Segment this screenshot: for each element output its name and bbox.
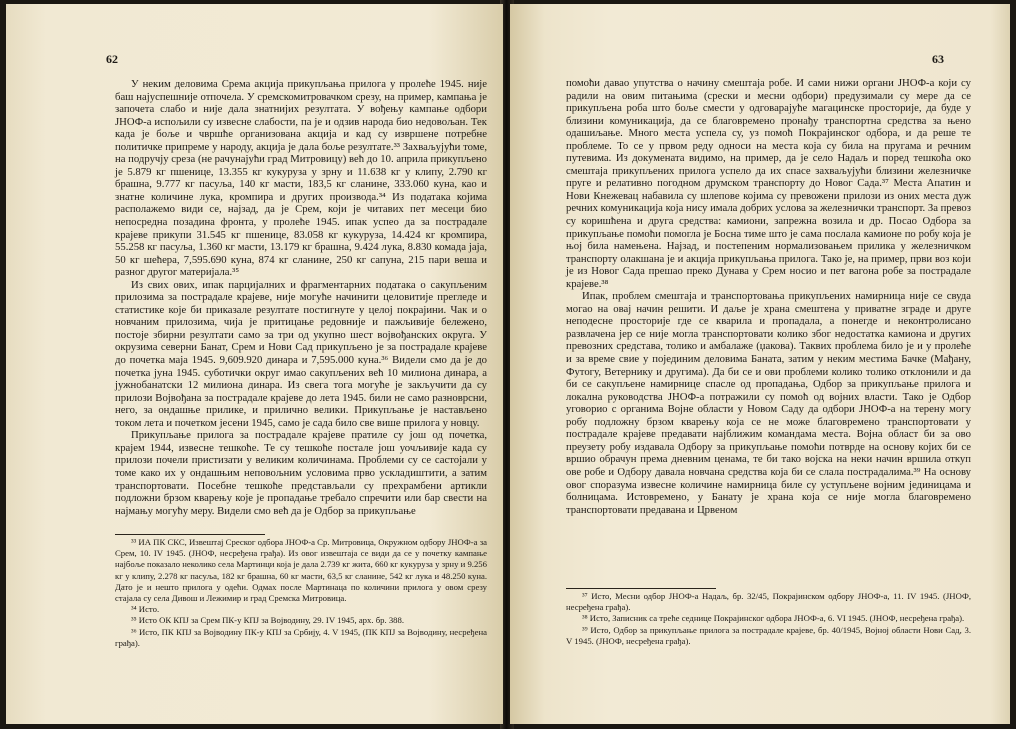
paragraph: Прикупљање прилога за пострадале крајеве пратиле су још од почетка, крајем 1944, извесне тешкоће. Те су тешкоће постале још уочљивије када су прилози почели пристизати у великим количинама. Проблеми су се састојали у томе како их у ондашњим неповољним условима прво ускладиштити, а затим транспортовати. Посебне тешкоће представљали су прехрамбени артикли подложни брзом кварењу које је пропадање требало спречити или бар свести на најмању могућу меру. Видели смо већ да је Одбор за прикупљање bbox=[115, 429, 487, 517]
footnote-divider bbox=[115, 534, 265, 535]
body-text bbox=[566, 77, 971, 516]
paragraph: У неким деловима Срема акција прикупљања прилога у пролеће 1945. није баш најуспешније отпочела. У сремскомитровачком срезу, на пример, кампања је започета слабо и није дала знатнијих резултата. У вођењу кампање одбори ЈНОФ-а испољили су извесне слабости, па је и одзив народа био недовољан. Тек када је боље и чвршће организована акција и кад су извршене потребне политичке припреме у народу, акција је дала боље резултате.³³ Захваљујући томе, на подручју среза (не рачунајући град Митровицу) већ до 10. априла прикупљено је 5.879 кг пшенице, 13.355 кг кукуруза у зрну и 11.638 кг у клипу, 2.790 кг брашна, 9.777 кг пасуља, 140 кг масти, 183,5 кг сланине, 333.060 куна, као и знатне количине лука, кромпира и других производа.³⁴ Из података којима располажемо види се, најзад, да је Срем, који је читавих пет месеци био непосредна позадина фронта, у пролеће 1945. ипак успео да за пострадале крајеве прикупи 31.545 кг пшенице, 83.058 кг кукуруза, 14.424 кг кромпира, 55.258 кг пасуља, 1.360 кг масти, 13.179 кг брашна, 9.424 лука, 8.830 комада јаја, 50 кг шећера, 7,595.690 куна, 874 кг сланине, 250 кг сапуна, 215 пари веша и разног другог материјала.³⁵ bbox=[115, 78, 487, 279]
paragraph: Ипак, проблем смештаја и транспортовања прикупљених намирница није се свуда могао на овај начин решити. И даље је храна смештена у приватне зграде и друге неподесне просторије где се кварила и пропадала, а понегде и неконтролисано развлачена јер се није могла транспортовати колико због недостатка камиона и других превозних средстава, толико и амбалаже (џакова). Таквих проблема било је и у пролеће и за време свие у појединим деловима Баната, затим у неким местима Бачке (Мађану, Футогу, Ветернику и другима). Да би се и ови проблеми колико толико отклонили и да би се сакупљене намирнице спасле од пропадања, Одбор за прикупљање прилога и локална руководства ЈНОФ-а потражили су помоћ од војних власти. Тако је Одбор уговорио с органима Војне области у Новом Саду да одбори ЈНОФ-а на терену могу робу подложну брзом кварењу која се не може благовремено транспортовати у пострадале крајеве предавати најближим командама места. Војна област би за ово преузету робу издавала Одбору за прикупљање помоћи потврде на основу којих би се вршио обрачун према дневним ценама, те би тако војска на неки начин вршила откуп ове робе и Одбору давала новчана средства која би се слала пострадалима.³⁹ На основу овог споразума извесне количине намирница биле су уступљене војним јединицама и болницама. Истовремено, у Банату је храна која се није могла благовремено транспортовати предавана и Црвеном bbox=[566, 290, 971, 516]
left-page bbox=[6, 4, 503, 724]
footnote: ³³ ИА ПК СКС, Извештај Среског одбора ЈНОФ-а Ср. Митровица, Окружном одбору ЈНОФ-а за Срем, 10. IV 1945. (ЈНОФ, несређена грађа). Из овог извештаја се види да се у почетку кампање најбоље показало неколико села Мартинци која је дала 2.739 кг жита, 660 кг кукуруза у зрну и 9.256 кг у клипу, 2.278 кг пасуља, 182 кг брашна, 60 кг масти, 63,5 кг сланине, 542 кг лука и 48.250 куна. Дато је и нешто прилога у одећи. Одмах после Мартинаца по количини прилога у овом срезу стајала су села Дивош и Лежимир и град Сремска Митровица. bbox=[115, 537, 487, 604]
body-text bbox=[115, 78, 487, 517]
footnote: ³⁵ Исто ОК КПЈ за Срем ПК-у КПЈ за Војводину, 29. IV 1945, арх. бр. 388. bbox=[131, 615, 405, 626]
footnote: ³⁶ Исто, ПК КПЈ за Војводину ПК-у КПЈ за Србију, 4. V 1945, (ПК КПЈ за Војводину, несређена грађа). bbox=[115, 626, 487, 648]
footnote: ³⁷ Исто, Месни одбор ЈНОФ-а Надаљ, бр. 32/45, Покрајинском одбору ЈНОФ-а, 11. IV 1945. (ЈНОФ, несређена грађа). bbox=[566, 591, 971, 613]
footnotes bbox=[115, 537, 487, 649]
page-number: 63 bbox=[932, 52, 944, 66]
footnote: ³⁸ Исто, Записник са треће седнице Покрајинског одбора ЈНОФ-а, 6. VI 1945. (ЈНОФ, несређена грађа). bbox=[582, 613, 965, 624]
page-number: 62 bbox=[106, 52, 118, 66]
footnote-divider bbox=[566, 588, 716, 589]
paragraph: помоћи давао упутства о начину смештаја робе. И сами нижи органи ЈНОФ-а који су радили на овим питањима (срески и месни одбори) предузимали су мере да се прикупљена роба што боље смести у одговарајуће магацинске просторије, да буде у близини комуникација, да се благовремено пронађу транспортна средства за њено одашиљање. Много места успела су, уз помоћ Покрајинског одбора, и да реше те проблеме. То се у првом реду односи на места која су била на пругама и речним путевима. Из докумената видимо, на пример, да је село Надаљ и поред тешкоћа око смештаја прикупљених прилога успело да их спасе захваљујући близини железничке пруге и релативно погодном друмском транспорту до Новог Сада.³⁷ Места Апатин и Нови Кнежевац набавила су шлепове којима су превожени прилози из оних места дуж речних комуникација која нису имала добрих услова за железнички транспорт. За превоз су коришћена и друга средства: камиони, запрежна возила и др. Посао Одбора за прикупљање помоћи помогла је Босна тиме што је сама послала камионе по робу која је њој била намењена. Најзад, и постепеним нормализовањем прилика у железничком транспорту олакшана је и акција прикупљања прилога. Тако је, на пример, први воз који је из Новог Сада прешао преко Дунава у Срем носио и пет вагона робе за пострадале крајеве.³⁸ bbox=[566, 77, 971, 290]
footnotes bbox=[566, 591, 971, 647]
footnote: ³⁹ Исто, Одбор за прикупљање прилога за пострадале крајеве, бр. 40/1945, Војној области Нови Сад, 3. V 1945. (ЈНОФ, несређена грађа). bbox=[566, 624, 971, 646]
paragraph: Из свих ових, ипак парцијалних и фрагментарних података о сакупљеним прилозима за пострадале крајеве, није могуће начинити целовитије прегледе и статистике које би приказале резултате постигнуте у целој покрајини. Чак и о новчаним прилозима, чија је притицање редовније и пажљивије бележено, постоје збирни резултати само за три од укупно шест војвођанских округа. У окрузима северни Банат, Срем и Нови Сад прикупљено је за пострадале крајеве до почетка маја 1945. 9,609.920 динара и 7,595.000 куна.³⁶ Видели смо да је до почетка јуна 1945. суботички округ имао сакупљених већ 10 милиона динара, а јужнобанатски 12 милиона динара. Из свега тога могуће је закључити да су прилози Војвођана за пострадале крајеве до лета 1945. били не само разноврсни, него, за ондашње прилике, и прилично велики. Прикупљање је настављено током лета и почетком јесени 1945, само је сада било све више прилога у новцу. bbox=[115, 278, 487, 429]
right-page bbox=[510, 4, 1010, 724]
footnote: ³⁴ Исто. bbox=[131, 604, 160, 615]
